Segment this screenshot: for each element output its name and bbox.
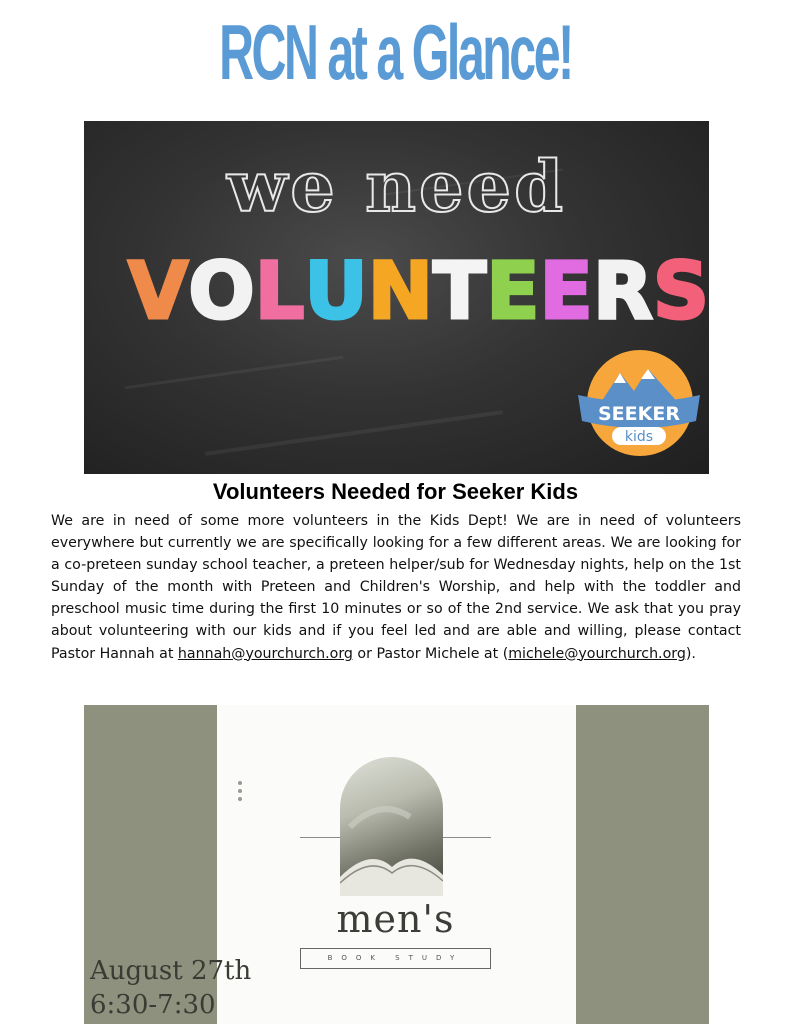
volunteers-letter: R (592, 247, 653, 337)
volunteers-letter: T (433, 247, 487, 337)
article-body (51, 510, 741, 665)
masthead-title: RCN at a Glance! (219, 8, 572, 96)
volunteers-letter: E (539, 247, 593, 337)
article-headline: Volunteers Needed for Seeker Kids (212, 479, 579, 504)
book-photo-arch (340, 757, 443, 896)
volunteers-letter: L (254, 247, 305, 337)
volunteers-letter: N (367, 247, 434, 337)
volunteers-banner (84, 121, 709, 474)
volunteers-letter: S (652, 247, 709, 337)
flyer-title: men's (336, 897, 455, 941)
hannah-email-link[interactable]: hannah@yourchurch.org (177, 645, 353, 662)
badge-bottom-text: kids (624, 429, 654, 445)
mens-book-study-flyer (84, 705, 709, 1024)
flyer-right-panel (576, 705, 709, 1024)
masthead (0, 2, 791, 112)
banner-volunteers-word (128, 247, 709, 337)
flyer-subtitle: BOOK STUDY (300, 948, 491, 969)
flyer-time: 6:30-7:30 (90, 990, 216, 1020)
volunteers-letter: U (304, 247, 368, 337)
article-body-end: ). (685, 645, 696, 662)
michele-email-link[interactable]: michele@yourchurch.org (508, 645, 686, 662)
flyer-date: August 27th (90, 956, 252, 986)
article-body-mid: or Pastor Michele at ( (352, 645, 509, 662)
open-book-icon (340, 757, 443, 896)
volunteers-letter: E (486, 247, 540, 337)
banner-we-need: we need (226, 145, 567, 228)
volunteers-letter: V (128, 247, 189, 337)
volunteers-letter: O (188, 247, 255, 337)
flyer-dots (238, 781, 244, 805)
seeker-kids-badge (578, 347, 700, 465)
article-body-main: We are in need of some more volunteers in the Kids Dept! We are in need of volunteers everywhere but currently we are specifically looking for a few different areas. We are looking for a co-preteen sunday school teacher, a preteen helper/sub for Wednesday nights, help on the 1st Sunday of the month with Preteen and Children's Worship, and help with the toddler and preschool music time during the first 10 minutes or so of the 2nd service. We ask that you pray about volunteering with our kids and if you feel led and are able and willing, please contact Pastor Hannah at (51, 513, 741, 662)
badge-top-text: SEEKER (598, 403, 680, 425)
